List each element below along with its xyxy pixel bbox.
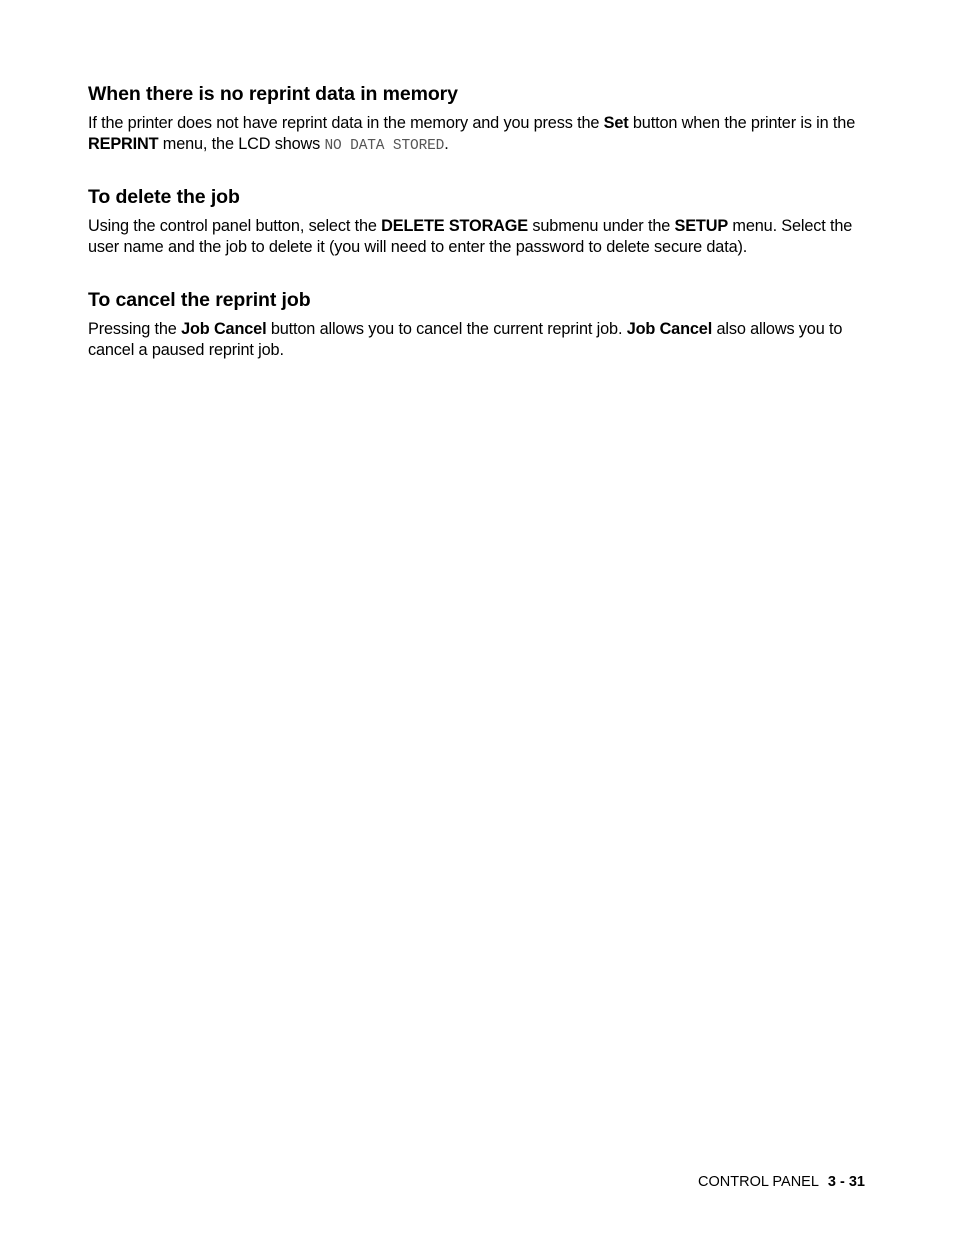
section-delete-job	[88, 185, 868, 257]
body-text: button allows you to cancel the current reprint job.	[266, 320, 627, 338]
section-cancel-reprint-job	[88, 288, 868, 360]
button-name-job-cancel: Job Cancel	[181, 320, 267, 338]
body-text: Pressing the	[88, 320, 182, 338]
body-text: If the printer does not have reprint data in the memory and you press the	[88, 114, 604, 132]
body-text: submenu under the	[528, 217, 675, 235]
section-body	[88, 319, 868, 360]
button-name-set: Set	[603, 114, 629, 132]
body-text: .	[444, 134, 449, 153]
footer-section-label: CONTROL PANEL	[698, 1174, 819, 1190]
menu-name-reprint: REPRINT	[88, 134, 159, 153]
body-text: menu. Select the user name and the job to delete it (you will need to enter the password to delete secure data).	[88, 217, 853, 256]
section-no-reprint-data	[88, 82, 868, 156]
menu-name-setup: SETUP	[674, 217, 729, 235]
body-text: also allows you to cancel a paused reprint job.	[88, 320, 843, 359]
page-footer	[698, 1173, 865, 1191]
button-name-job-cancel: Job Cancel	[626, 320, 713, 338]
section-heading: When there is no reprint data in memory	[88, 83, 458, 105]
section-heading: To cancel the reprint job	[88, 289, 311, 311]
lcd-message: NO DATA STORED	[324, 137, 445, 154]
section-heading: To delete the job	[88, 186, 240, 208]
page-number: 3 - 31	[827, 1174, 865, 1190]
body-text: button when the printer is in the	[628, 114, 856, 132]
body-text: menu, the LCD shows	[158, 134, 325, 153]
body-text: Using the control panel button, select the	[88, 217, 382, 235]
section-body	[88, 113, 868, 156]
submenu-name-delete-storage: DELETE STORAGE	[381, 217, 529, 235]
section-body	[88, 216, 868, 257]
